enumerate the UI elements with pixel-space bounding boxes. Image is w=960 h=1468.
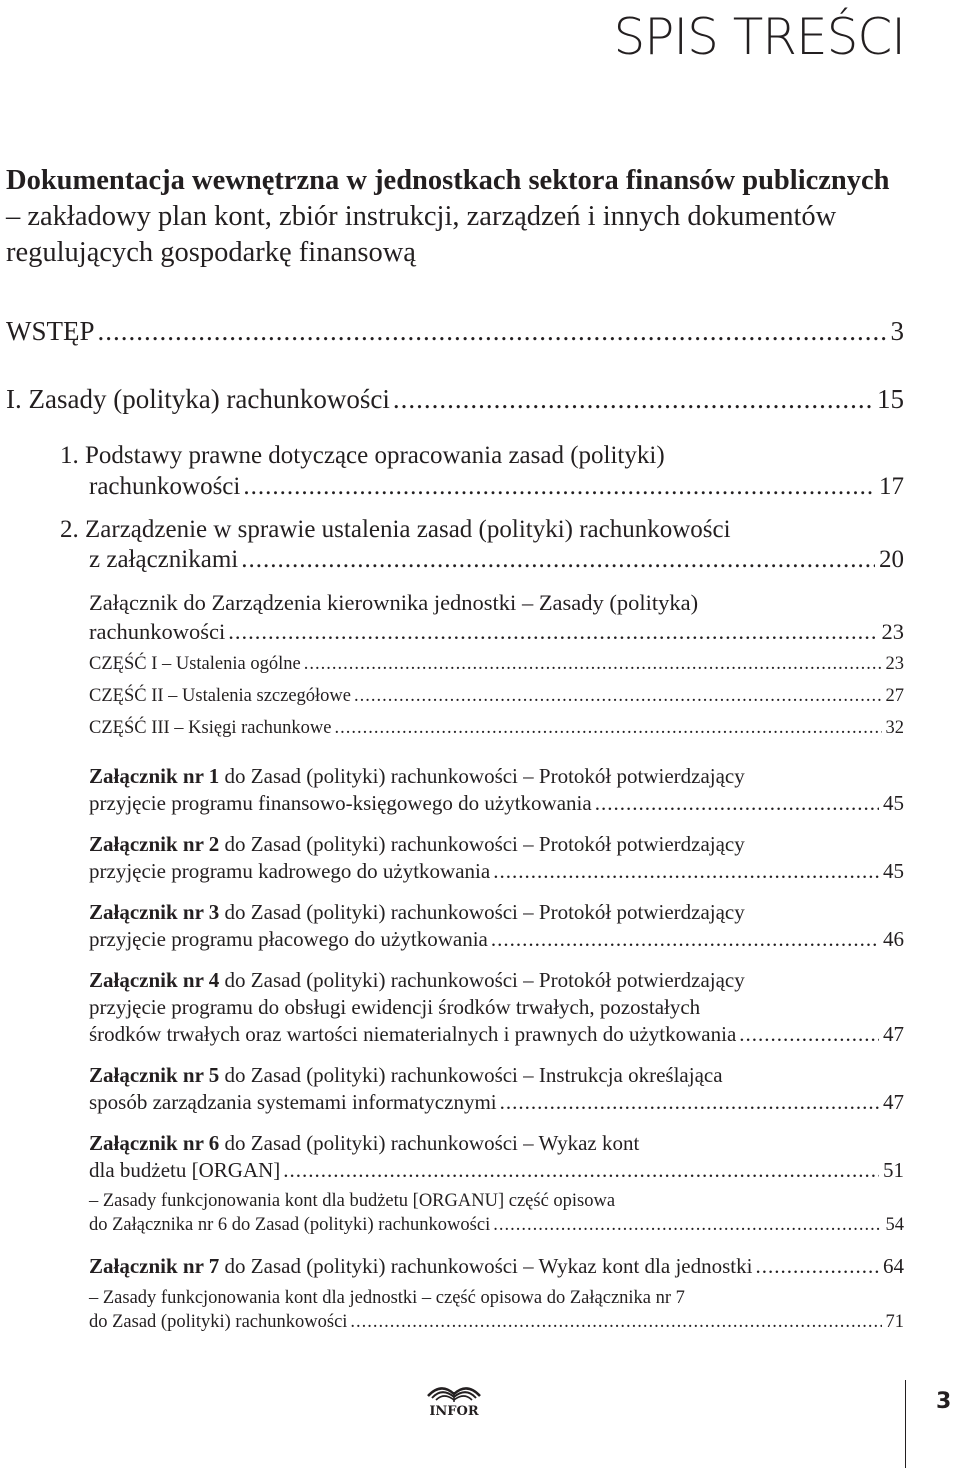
- dot-leader: [283, 1158, 879, 1183]
- toc-entry-attachment[interactable]: [89, 619, 904, 645]
- toc-page-number: 54: [885, 1215, 904, 1235]
- toc-label: dla budżetu [ORGAN]: [89, 1158, 281, 1182]
- toc-page-number: 23: [881, 619, 904, 644]
- toc-entry-annex-1[interactable]: [89, 791, 904, 816]
- dot-leader: [493, 859, 879, 884]
- toc-page-number: 15: [877, 384, 904, 414]
- toc-entry-annex-5[interactable]: [89, 1090, 904, 1115]
- toc-entry-annex-6[interactable]: [89, 1158, 904, 1183]
- annex-number: Załącznik nr 3: [89, 900, 220, 924]
- toc-entry-section-2-line1[interactable]: 2. Zarządzenie w sprawie ustalenia zasad (polityki) rachunkowości: [60, 516, 731, 543]
- toc-page-number: 46: [883, 927, 904, 951]
- toc-entry-part-1[interactable]: [89, 654, 904, 675]
- toc-entry-annex-3[interactable]: [89, 927, 904, 952]
- toc-entry-part-2[interactable]: [89, 686, 904, 707]
- toc-entry-annex-6-sub[interactable]: [89, 1215, 904, 1236]
- page-title: SPIS TREŚCI: [613, 8, 905, 66]
- toc-page-number: 23: [885, 654, 904, 674]
- toc-label: z załącznikami: [89, 546, 239, 573]
- toc-page-number: 3: [890, 316, 904, 346]
- dot-leader: [304, 654, 882, 675]
- dot-leader: [491, 927, 879, 952]
- dot-leader: [755, 1254, 879, 1279]
- dot-leader: [393, 384, 873, 415]
- dot-leader: [243, 473, 875, 501]
- toc-page-number: 64: [883, 1254, 904, 1278]
- dot-leader: [354, 686, 881, 707]
- toc-page-number: 71: [885, 1312, 904, 1332]
- annex-text: do Zasad (polityki) rachunkowości – Protokół potwierdzający: [219, 832, 745, 856]
- toc-label: [89, 1254, 752, 1279]
- toc-entry-wstep[interactable]: [6, 316, 904, 347]
- toc-entry-section-1[interactable]: [89, 473, 904, 501]
- toc-entry-annex-7[interactable]: [89, 1254, 904, 1279]
- intro-bold: Dokumentacja wewnętrzna w jednostkach sektora finansów publicznych: [6, 165, 890, 196]
- annex-text: do Zasad (polityki) rachunkowości – Wykaz kont dla jednostki: [219, 1254, 753, 1278]
- toc-page-number: 51: [883, 1158, 904, 1182]
- toc-entry-annex-6-line1[interactable]: [89, 1131, 639, 1156]
- toc-label: sposób zarządzania systemami informatycznymi: [89, 1090, 497, 1114]
- toc-entry-annex-1-line1[interactable]: [89, 764, 745, 789]
- toc-page-number: 27: [885, 686, 904, 706]
- dot-leader: [350, 1312, 881, 1333]
- toc-entry-section-1-line1[interactable]: 1. Podstawy prawne dotyczące opracowania zasad (polityki): [60, 442, 665, 469]
- toc-entry-annex-4-line1[interactable]: [89, 968, 745, 993]
- toc-label: CZĘŚĆ I – Ustalenia ogólne: [89, 654, 301, 674]
- infor-logo: [408, 1378, 500, 1423]
- annex-number: Załącznik nr 2: [89, 832, 220, 856]
- toc-entry-section-2[interactable]: [89, 546, 904, 574]
- book-logo-icon: [408, 1378, 500, 1418]
- dot-leader: [493, 1215, 881, 1236]
- toc-label: przyjęcie programu kadrowego do użytkowania: [89, 859, 491, 883]
- toc-entry-part-3[interactable]: [89, 718, 904, 739]
- dot-leader: [335, 718, 882, 739]
- toc-entry-annex-2-line1[interactable]: [89, 832, 745, 857]
- toc-label: CZĘŚĆ II – Ustalenia szczegółowe: [89, 686, 352, 706]
- toc-entry-annex-4[interactable]: [89, 1022, 904, 1047]
- logo-text: INFOR: [429, 1404, 479, 1418]
- annex-text: do Zasad (polityki) rachunkowości – Protokół potwierdzający: [219, 764, 745, 788]
- toc-label: do Załącznika nr 6 do Zasad (polityki) rachunkowości: [89, 1215, 491, 1235]
- annex-number: Załącznik nr 6: [89, 1131, 220, 1155]
- dot-leader: [500, 1090, 879, 1115]
- annex-text: do Zasad (polityki) rachunkowości – Protokół potwierdzający: [219, 968, 745, 992]
- annex-number: Załącznik nr 4: [89, 968, 220, 992]
- dot-leader: [739, 1022, 879, 1047]
- toc-entry-chapter-1[interactable]: [6, 384, 904, 415]
- toc-label: I. Zasady (polityka) rachunkowości: [6, 384, 390, 414]
- toc-entry-annex-6-sub-line1[interactable]: – Zasady funkcjonowania kont dla budżetu [ORGANU] część opisowa: [89, 1191, 616, 1211]
- dot-leader: [241, 546, 875, 574]
- toc-entry-annex-7-sub-line1[interactable]: – Zasady funkcjonowania kont dla jednostki – część opisowa do Załącznika nr 7: [89, 1288, 685, 1308]
- annex-text: do Zasad (polityki) rachunkowości – Wykaz kont: [219, 1131, 640, 1155]
- annex-text: do Zasad (polityki) rachunkowości – Protokół potwierdzający: [219, 900, 745, 924]
- toc-label: do Zasad (polityki) rachunkowości: [89, 1312, 348, 1332]
- document-intro: [6, 163, 906, 271]
- toc-label: środków trwałych oraz wartości niematerialnych i prawnych do użytkowania: [89, 1022, 737, 1046]
- dot-leader: [98, 316, 887, 347]
- toc-label: rachunkowości: [89, 473, 241, 500]
- toc-entry-annex-4-line2[interactable]: przyjęcie programu do obsługi ewidencji środków trwałych, pozostałych: [89, 995, 701, 1019]
- toc-label: CZĘŚĆ III – Księgi rachunkowe: [89, 718, 332, 738]
- toc-label: przyjęcie programu finansowo-księgowego do użytkowania: [89, 791, 592, 815]
- annex-number: Załącznik nr 5: [89, 1063, 220, 1087]
- toc-page-number: 45: [883, 859, 904, 883]
- dot-leader: [228, 619, 877, 645]
- toc-page-number: 47: [883, 1022, 904, 1046]
- toc-entry-annex-3-line1[interactable]: [89, 900, 745, 925]
- annex-number: Załącznik nr 7: [89, 1254, 220, 1278]
- annex-number: Załącznik nr 1: [89, 764, 220, 788]
- toc-label: WSTĘP: [6, 316, 95, 346]
- footer-divider: [905, 1380, 906, 1468]
- toc-label: przyjęcie programu płacowego do użytkowania: [89, 927, 488, 951]
- toc-page-number: 45: [883, 791, 904, 815]
- intro-rest: – zakładowy plan kont, zbiór instrukcji, zarządzeń i innych dokumentów regulujących gospodarkę finansową: [6, 201, 837, 268]
- toc-entry-annex-7-sub[interactable]: [89, 1312, 904, 1333]
- toc-entry-attachment-line1[interactable]: Załącznik do Zarządzenia kierownika jednostki – Zasady (polityka): [89, 590, 699, 615]
- toc-page-number: 32: [885, 718, 904, 738]
- toc-page-number: 17: [879, 473, 904, 500]
- dot-leader: [595, 791, 879, 816]
- toc-page-number: 20: [879, 546, 904, 573]
- annex-text: do Zasad (polityki) rachunkowości – Instrukcja określająca: [219, 1063, 723, 1087]
- toc-label: rachunkowości: [89, 619, 226, 644]
- toc-entry-annex-2[interactable]: [89, 859, 904, 884]
- toc-page-number: 47: [883, 1090, 904, 1114]
- toc-entry-annex-5-line1[interactable]: [89, 1063, 723, 1088]
- page-number: 3: [936, 1389, 952, 1414]
